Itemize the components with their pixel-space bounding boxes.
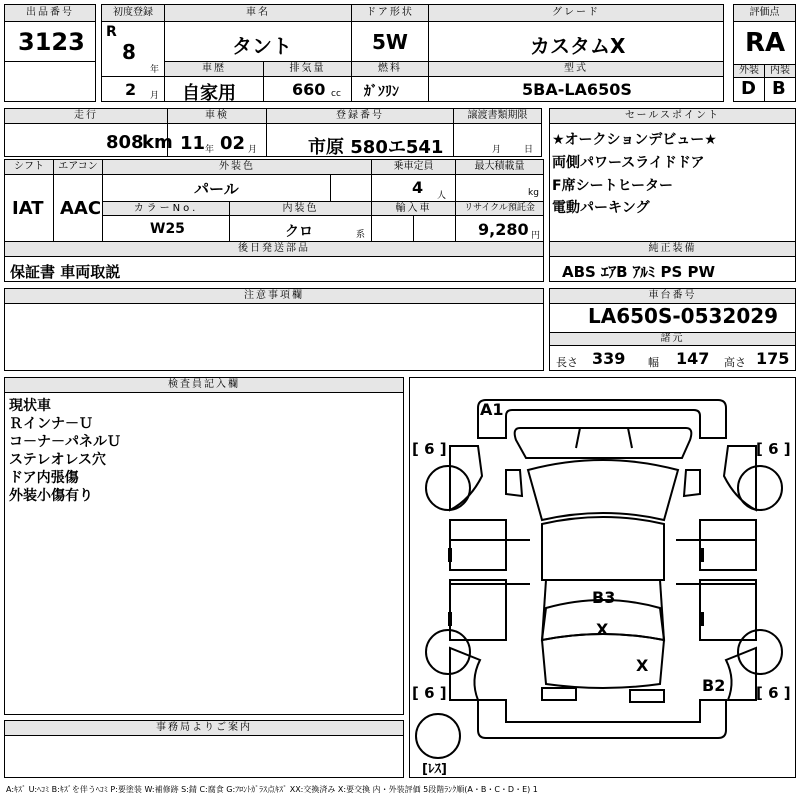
tire-rear-right: [ 6 ]	[756, 684, 791, 702]
disp-unit: cc	[331, 89, 341, 99]
recycle-unit: 円	[531, 231, 541, 241]
mileage: 808	[106, 132, 144, 153]
height: 175	[756, 349, 790, 368]
colorno: W25	[150, 221, 185, 237]
office-cell	[4, 735, 404, 778]
sales-item-3: F席シートヒーター	[552, 178, 674, 194]
history-header: 車歴	[164, 61, 264, 77]
insp-month-unit: 月	[248, 145, 258, 155]
inspector-line-3: コ－ナ－パネルＵ	[9, 434, 121, 450]
grade: カスタムX	[530, 34, 626, 58]
capacity-unit: 人	[437, 191, 447, 201]
doc-header: 譲渡書類期限	[453, 108, 542, 124]
year-unit: 年	[150, 65, 160, 75]
displacement: 660	[292, 80, 326, 99]
insp-year: 11	[180, 133, 206, 154]
hgt-label: 高さ	[724, 356, 746, 369]
tire-front-right: [ 6 ]	[756, 440, 791, 458]
fuel: ｶﾞｿﾘﾝ	[364, 84, 399, 100]
sales-item-4: 電動パーキング	[552, 200, 650, 216]
insp-month: 02	[220, 133, 246, 154]
intcolor-header: 内装色	[229, 201, 372, 216]
ac-header: エアコン	[53, 159, 103, 175]
diagram-frame	[409, 377, 796, 778]
score-header: 評価点	[733, 4, 796, 22]
office-header: 事務局よりご案内	[4, 720, 404, 736]
load-unit: kg	[528, 188, 539, 198]
mileage-header: 走行	[4, 108, 168, 124]
intcolor-unit: 系	[356, 230, 366, 240]
model: 5BA-LA650S	[522, 80, 632, 99]
equipment-header: 純正装備	[549, 241, 796, 257]
capacity-header: 乗車定員	[371, 159, 456, 175]
length: 339	[592, 349, 626, 368]
era: R	[106, 24, 117, 40]
inspector-header: 検査員記入欄	[4, 377, 404, 393]
sales-item-2: 両側パワースライドドア	[552, 155, 705, 171]
tire-front-left: [ 6 ]	[412, 440, 447, 458]
ext-header: 外装	[733, 64, 765, 78]
door-header: ドア形状	[351, 4, 429, 22]
model-header: 型式	[428, 61, 724, 77]
lot-empty-cell	[4, 61, 96, 102]
shift: IAT	[12, 198, 44, 219]
int-grade: B	[772, 78, 786, 99]
spec-header: 諸元	[549, 332, 796, 346]
disp-header: 排気量	[263, 61, 352, 77]
doc-month-unit: 月	[492, 145, 502, 155]
import-cell	[371, 215, 414, 242]
mark-b3: B3	[592, 588, 616, 607]
door-type: 5W	[372, 30, 408, 54]
recycle: 9,280	[478, 220, 529, 239]
insp-year-unit: 年	[205, 145, 215, 155]
width: 147	[676, 349, 710, 368]
inspector-line-4: ステレオレス穴	[9, 452, 107, 468]
color-cell-2	[330, 174, 372, 202]
import-cell-2	[413, 215, 456, 242]
shift-header: シフト	[4, 159, 54, 175]
color-header: 外装色	[102, 159, 372, 175]
later-header: 後日発送部品	[4, 241, 544, 257]
notes-header: 注意事項欄	[4, 288, 544, 304]
colorno-header: カラーNo.	[102, 201, 230, 216]
ac: AAC	[60, 198, 102, 219]
later-parts: 保証書 車両取説	[10, 263, 121, 281]
mark-a1: A1	[480, 400, 504, 419]
inspector-line-5: ドア内張傷	[9, 470, 79, 486]
equipment: ABS ｴｱB ｱﾙﾐ PS PW	[562, 263, 716, 281]
month-unit: 月	[150, 91, 160, 101]
chassis-header: 車台番号	[549, 288, 796, 304]
load-header: 最大積載量	[455, 159, 544, 175]
inspection-header: 車検	[167, 108, 267, 124]
history: 自家用	[182, 83, 236, 104]
ext-grade: D	[741, 78, 756, 99]
doc-day-unit: 日	[524, 145, 534, 155]
inspector-line-6: 外装小傷有り	[9, 488, 93, 504]
mark-x-hatch: X	[636, 656, 649, 675]
lot-header: 出品番号	[4, 4, 96, 22]
name-header: 車名	[164, 4, 352, 22]
lot-number: 3123	[18, 28, 85, 56]
recycle-header: リサイクル預託金	[455, 201, 544, 216]
mark-x-roof: X	[596, 620, 609, 639]
score: RA	[745, 28, 786, 58]
len-label: 長さ	[556, 356, 578, 369]
int-header: 内装	[764, 64, 796, 78]
car-name: タント	[232, 34, 292, 58]
sales-item-1: ★オークションデビュー★	[552, 132, 717, 148]
sales-header: セールスポイント	[549, 108, 796, 124]
mark-b2: B2	[702, 676, 726, 695]
wid-label: 幅	[648, 356, 659, 369]
grade-header: グレード	[428, 4, 724, 22]
color: パール	[194, 180, 239, 198]
reg-year: 8	[122, 40, 136, 64]
tire-rear-left: [ 6 ]	[412, 684, 447, 702]
first-reg-divider	[101, 76, 165, 77]
first-reg-header: 初度登録	[101, 4, 165, 22]
spare-label: [ﾚｽ]	[422, 762, 447, 777]
plate: 市原 580エ541	[308, 137, 444, 158]
chassis-number: LA650S-0532029	[588, 304, 779, 328]
inspector-line-1: 現状車	[9, 398, 51, 414]
notes-cell	[4, 303, 544, 371]
intcolor: クロ	[285, 224, 313, 240]
legend: A:ｷｽﾞ U:ﾍｺﾐ B:ｷｽﾞを伴うﾍｺﾐ P:要塗装 W:補修跡 S:錆 C:腐食 G:ﾌﾛﾝﾄｶﾞﾗｽ点ｷｽﾞ XX:交換済み X:要交換 内・外装評価 5段階ﾗﾝｸ順(A・B・C・D・E) 1	[6, 785, 538, 794]
plate-header: 登録番号	[266, 108, 454, 124]
inspector-line-2: Ｒインナ－Ｕ	[9, 416, 93, 432]
import-header: 輸入車	[371, 201, 456, 216]
fuel-header: 燃料	[351, 61, 429, 77]
mileage-unit: km	[142, 132, 173, 153]
reg-month: 2	[125, 80, 137, 99]
capacity: 4	[412, 178, 424, 197]
